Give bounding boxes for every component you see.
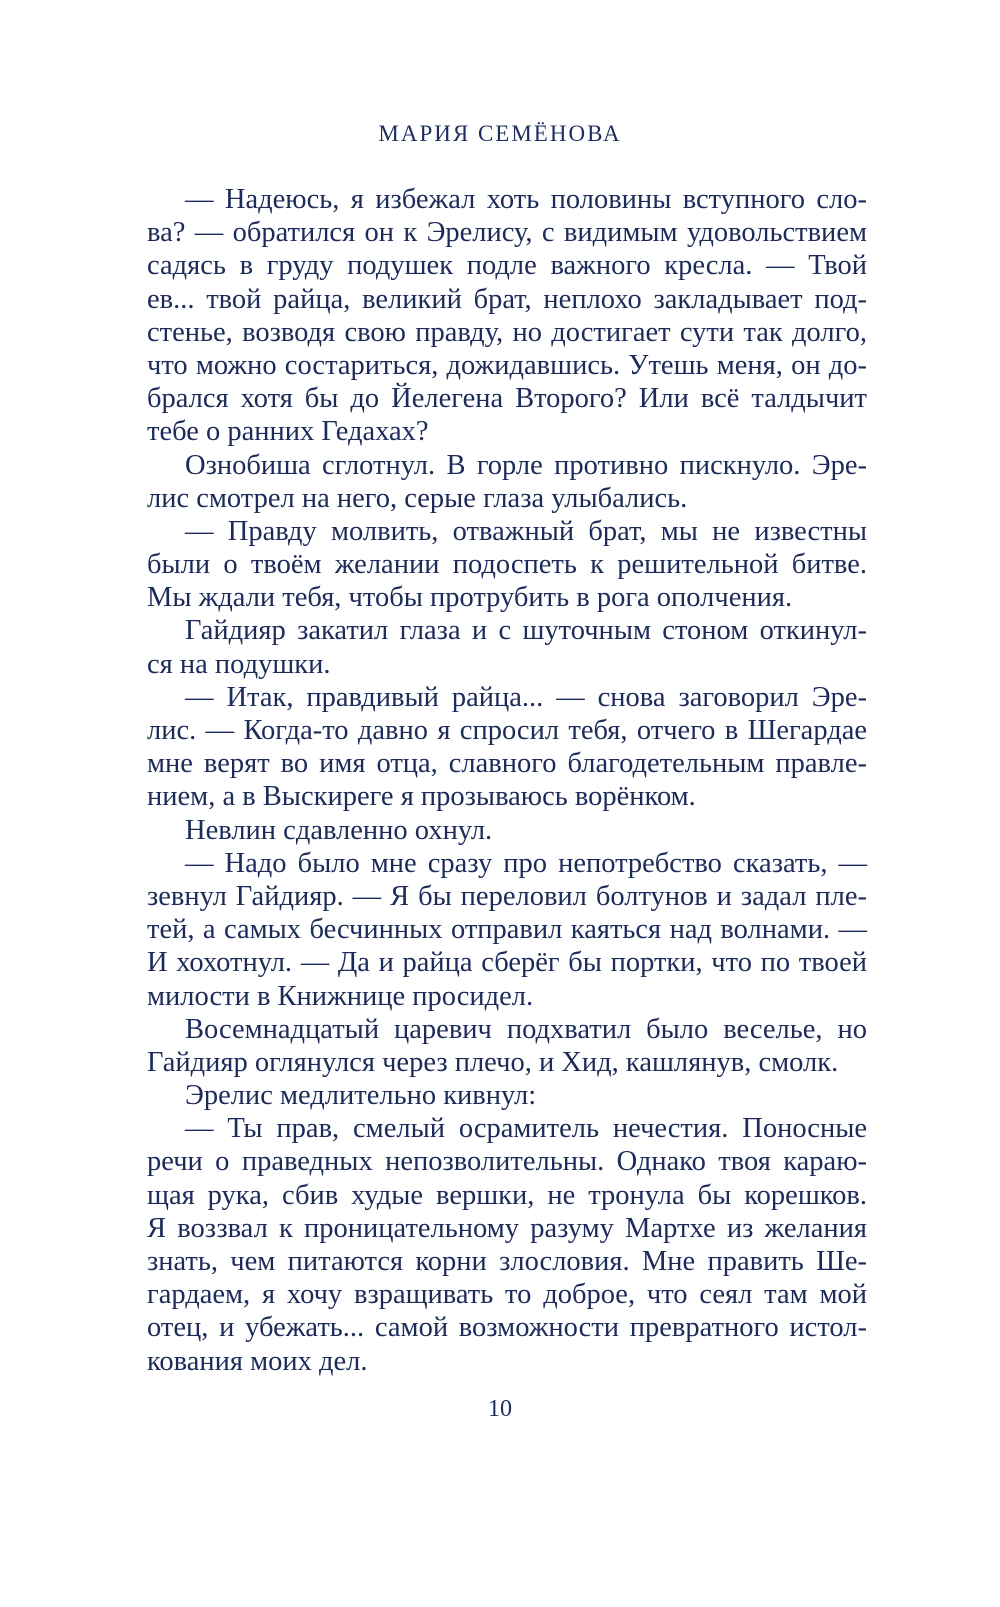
text-line: — Ты прав, смелый осрамитель нечестия. Поносные bbox=[185, 1113, 867, 1145]
text-line: садясь в груду подушек подле важного кресла. — Твой bbox=[147, 250, 867, 282]
text-line: ев... твой райца, великий брат, неплохо закладывает под- bbox=[147, 283, 867, 315]
text-line: Восемнадцатый царевич подхватил было веселье, но bbox=[185, 1013, 867, 1045]
page-number: 10 bbox=[488, 1396, 512, 1422]
text-line: тебе о ранних Гедахах? bbox=[147, 416, 429, 448]
text-line: знать, чем питаются корни злословия. Мне править Ше- bbox=[147, 1246, 867, 1277]
text-line: ся на подушки. bbox=[147, 648, 331, 680]
text-line: ва? — обратился он к Эрелису, с видимым удовольствием bbox=[147, 217, 867, 249]
text-line: кования моих дел. bbox=[147, 1345, 368, 1377]
text-line: что можно состариться, дожидавшись. Утешь меня, он до- bbox=[147, 349, 867, 381]
text-line: Гайдияр закатил глаза и с шуточным стоном откинул- bbox=[185, 615, 867, 647]
text-line: — Надо было мне сразу про непотребство сказать, — bbox=[185, 847, 867, 879]
text-line: милости в Книжнице просидел. bbox=[147, 980, 534, 1012]
text-line: лис. — Когда-то давно я спросил тебя, отчего в Шегардае bbox=[147, 715, 867, 746]
text-line: зевнул Гайдияр. — Я бы переловил болтунов и задал пле- bbox=[147, 880, 867, 912]
text-line: мне верят во имя отца, славного благодетельным правле- bbox=[147, 748, 867, 780]
text-line: — Правду молвить, отважный брат, мы не известны bbox=[185, 515, 867, 547]
text-line: щая рука, сбив худые вершки, не тронула бы корешков. bbox=[147, 1179, 867, 1211]
text-line: стенье, возводя свою правду, но достигает сути так долго, bbox=[147, 316, 867, 348]
text-line: нием, а в Выскиреге я прозываюсь ворёнком. bbox=[147, 781, 696, 813]
text-line: Мы ждали тебя, чтобы протрубить в рога ополчения. bbox=[147, 582, 793, 614]
text-line: Я воззвал к проницательному разуму Мартхе из желания bbox=[147, 1212, 867, 1244]
text-line: — Надеюсь, я избежал хоть половины вступного сло- bbox=[185, 184, 867, 215]
text-line: тей, а самых бесчинных отправил каяться над волнами. — bbox=[147, 914, 867, 946]
text-line: лис смотрел на него, серые глаза улыбались. bbox=[147, 482, 688, 514]
text-line: гардаем, я хочу взращивать то доброе, что сеял там мой bbox=[147, 1279, 867, 1311]
text-line: И хохотнул. — Да и райца сберёг бы портки, что по твоей bbox=[147, 947, 867, 979]
running-head: МАРИЯ СЕМЁНОВА bbox=[378, 121, 622, 146]
text-line: Невлин сдавленно охнул. bbox=[185, 814, 493, 846]
text-line: брался хотя бы до Йелегена Второго? Или всё талдычит bbox=[147, 383, 867, 415]
text-line: были о твоём желании подоспеть к решительной битве. bbox=[147, 549, 867, 581]
text-line: Гайдияр оглянулся через плечо, и Хид, кашлянув, смолк. bbox=[147, 1046, 839, 1078]
text-line: Ознобиша сглотнул. В горле противно пискнуло. Эре- bbox=[185, 449, 867, 481]
body-text bbox=[147, 183, 867, 1378]
text-line: отец, и убежать... самой возможности превратного истол- bbox=[147, 1312, 867, 1344]
text-line: — Итак, правдивый райца... — снова заговорил Эре- bbox=[185, 681, 867, 713]
text-line: Эрелис медлительно кивнул: bbox=[185, 1080, 537, 1112]
text-line: речи о праведных непозволительны. Однако твоя караю- bbox=[147, 1146, 867, 1178]
